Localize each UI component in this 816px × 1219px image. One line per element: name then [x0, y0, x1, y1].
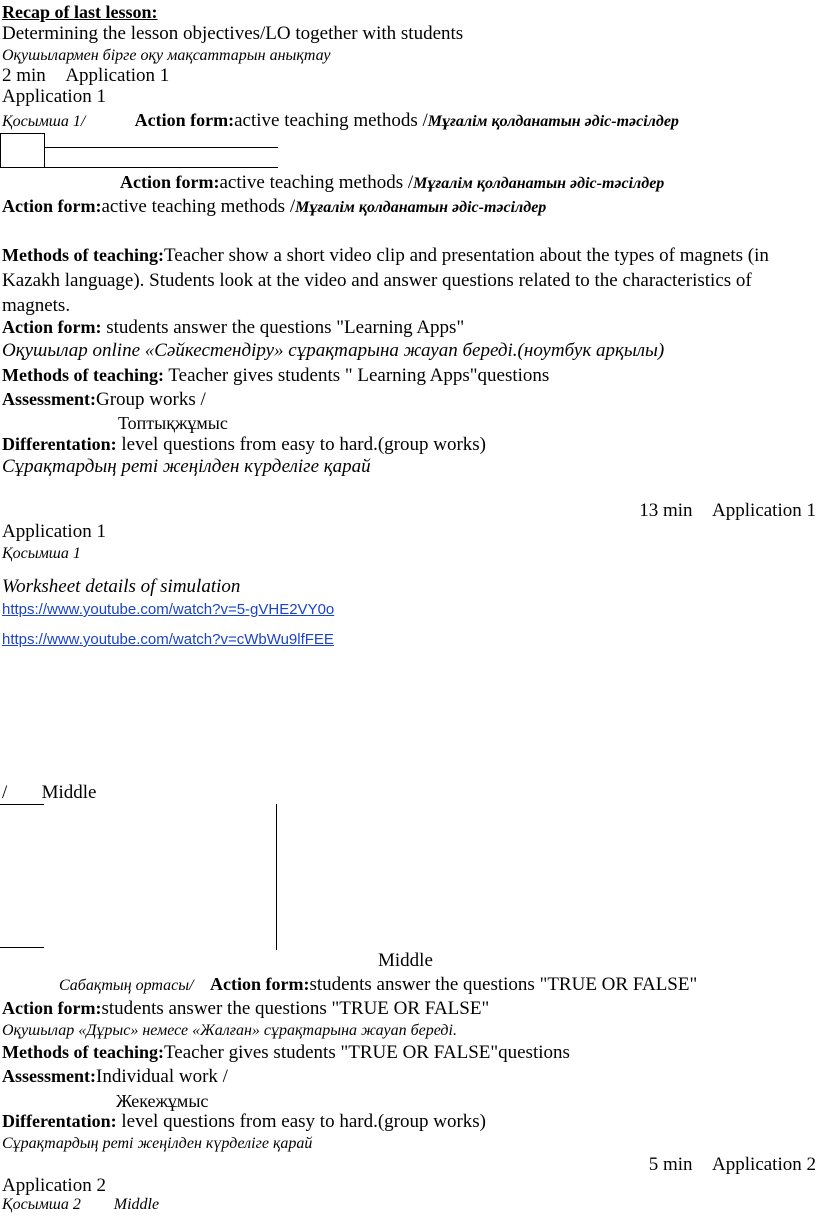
youtube-link-1[interactable]: https://www.youtube.com/watch?v=5-gVHE2VY0o [2, 601, 335, 618]
active-methods-text: active teaching methods / [101, 196, 296, 217]
differentation-group [2, 434, 486, 456]
frame-left-line [0, 133, 1, 167]
action-form-learning-apps [2, 317, 464, 339]
diff-kk: Сұрақтардың реті жеңілден күрделіге қарай [2, 1135, 313, 1152]
application-1-heading-2: Application 1 [2, 521, 106, 542]
methods-text: Teacher show a short video clip and presentation about the types of magnets (in Kazakh language). Students look at the video and answer questions related to the characteristics of magnets. [2, 245, 769, 316]
recap-title: Recap of last lesson: [2, 2, 158, 22]
assessment-text: Group works / [96, 389, 206, 410]
action-form-kk: Оқушылар «Дұрыс» немесе «Жалған» сұрақтарына жауап береді. [2, 1022, 457, 1039]
middle-bottom-short-line [0, 947, 44, 948]
differentation-individual [2, 1111, 486, 1133]
worksheet-title: Worksheet details of simulation [2, 576, 241, 597]
qosymsha-2-line [2, 1196, 159, 1214]
action-form-label: Action form: [2, 317, 102, 337]
application-2-heading: Application 2 [2, 1175, 106, 1196]
diff-label: Differentation: [2, 1111, 117, 1131]
middle-marker-line [2, 782, 96, 804]
action-form-text: students answer the questions "TRUE OR FALSE" [101, 998, 490, 1019]
middle-short-line [0, 804, 44, 805]
timing-5-min: 5 min Application 2 [664, 1154, 816, 1175]
assessment-individual [2, 1066, 228, 1088]
action-form-label: Action form: [89, 110, 189, 130]
active-methods-text: active teaching methods / [188, 110, 383, 131]
assessment-label: Assessment: [2, 389, 96, 409]
active-methods-text: active teaching methods / [201, 172, 396, 193]
frame-top-line [0, 133, 44, 134]
assessment-group [2, 389, 206, 411]
diff-kk: Сұрақтардың реті жеңілден күрделіге қарай [2, 456, 371, 477]
methods-label: Methods of teaching: [2, 245, 164, 265]
assessment-kk: Топтықжұмыс [118, 413, 228, 433]
determining-objectives: Determining the lesson objectives/LO together with students [2, 23, 464, 44]
assessment-label: Assessment: [2, 1066, 96, 1086]
sabaq-action-line [59, 974, 697, 996]
methods-of-teaching-paragraph [2, 243, 792, 318]
action-form-marker [102, 172, 116, 192]
youtube-link-2[interactable]: https://www.youtube.com/watch?v=cWbWu9lfFEE [2, 631, 334, 648]
assessment-kk: Жекежұмыс [116, 1091, 209, 1111]
frame-bottom-line [0, 167, 278, 168]
diff-text: level questions from easy to hard.(group works) [116, 1111, 486, 1132]
methods-text: Teacher gives students " Learning Apps"questions [163, 365, 550, 386]
diff-text: level questions from easy to hard.(group works) [116, 434, 486, 455]
frame-mid-line [44, 147, 278, 148]
application-1-heading: Application 1 [2, 86, 106, 107]
action-form-label: Action form: [102, 172, 202, 192]
qosymsha-1-label: Қосымша 1/ [2, 113, 90, 130]
frame-divider-line [44, 133, 45, 167]
diff-label: Differentation: [2, 434, 117, 454]
active-methods-kk: Мұғалім қолданатын әдіс-тәсілдер [382, 113, 634, 130]
methods-true-false [2, 1042, 570, 1064]
active-methods-kk: Мұғалім қолданатын әдіс-тәсілдер [395, 175, 647, 192]
qosymsha-action-line [2, 110, 679, 132]
middle-label: Middle [12, 782, 67, 803]
methods-label: Methods of teaching: [2, 365, 164, 385]
sabaq-label: Сабақтың ортасы/ [59, 977, 198, 994]
qosymsha-1: Қосымша 1 [2, 545, 81, 562]
action-form-label: Action form: [197, 974, 298, 994]
assessment-text: Individual work / [96, 1066, 228, 1087]
middle-marker: / [2, 782, 13, 803]
timing-13-min: 13 min Application 1 [655, 500, 816, 521]
methods-text: Teacher gives students "TRUE OR FALSE"questions [163, 1042, 570, 1063]
action-form-true-false [2, 998, 489, 1020]
middle-vertical-line [276, 804, 277, 950]
active-methods-kk: Мұғалім қолданатын әдіс-тәсілдер [295, 199, 547, 216]
action-form-label: Action form: [2, 196, 102, 216]
action-form-label: Action form: [2, 998, 102, 1018]
middle-center-label: Middle [378, 950, 433, 971]
qosymsha-2: Қосымша 2 Middle [2, 1196, 131, 1213]
methods-label: Methods of teaching: [2, 1042, 164, 1062]
determining-objectives-kk: Оқушылармен бірге оқу мақсаттарын анықтау [2, 47, 331, 64]
action-form-text: students answer the questions "Learning Apps" [101, 317, 465, 338]
action-form-text: students answer the questions "TRUE OR FALSE" [297, 974, 685, 995]
action-form-indented [102, 172, 664, 194]
action-form-line [2, 196, 546, 218]
timing-2-min: 2 min Application 1 [2, 65, 154, 86]
methods-learning-apps [2, 365, 549, 387]
action-form-kk: Оқушылар online «Сәйкестендіру» сұрақтарына жауап береді.(ноутбук арқылы) [2, 340, 665, 361]
